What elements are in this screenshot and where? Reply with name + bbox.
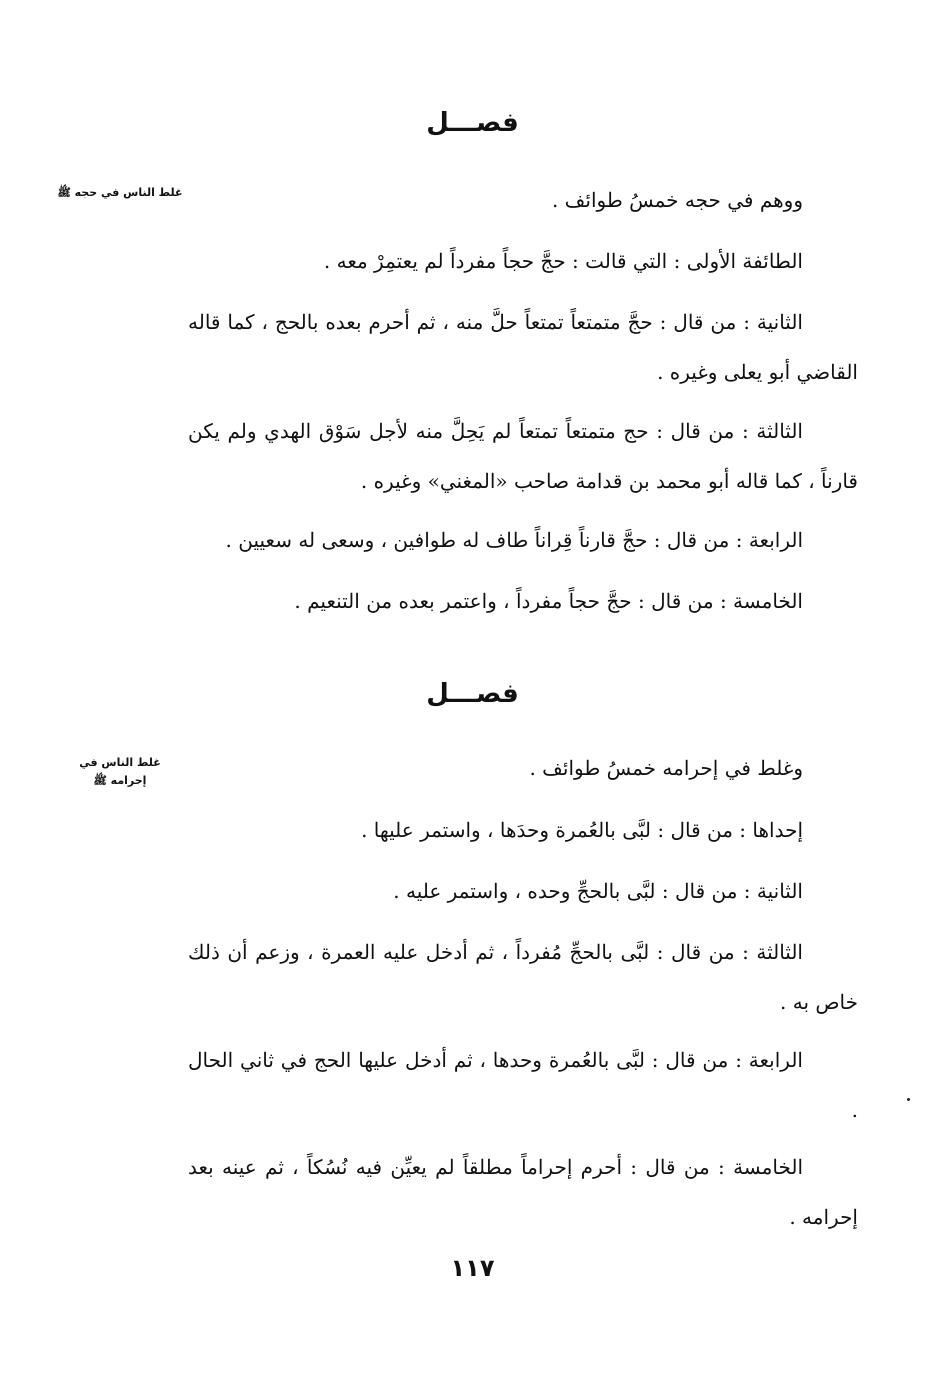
paragraph-group-2-2: الثانية : من قال : لبَّى بالحجِّ وحده ، واستمر عليه . [393, 879, 803, 903]
paragraph-intro-2: وغلط في إحرامه خمسُ طوائف . [529, 756, 803, 780]
paragraph-group-2-3: الثالثة : من قال : لبَّى بالحجِّ مُفرداً ، ثم أدخل عليه العمرة ، وزعم أن ذلك خاص به . [188, 940, 858, 1014]
stray-dot-mark [907, 1098, 910, 1101]
section-heading-2: فصـــل [426, 679, 519, 709]
margin-note-line-2: إحرامه ﷺ [93, 774, 147, 787]
paragraph-group-1-2: الثانية : من قال : حجَّ متمتعاً تمتعاً حلَّ منه ، ثم أحرم بعده بالحج ، كما قاله القاضي أبو يعلى وغيره . [188, 310, 858, 384]
page-number: ١١٧ [450, 1254, 495, 1282]
section-heading-1: فصـــل [426, 108, 519, 138]
margin-note-ihram-errors [55, 754, 185, 790]
margin-note-line-1: غلط الناس في [79, 756, 161, 769]
margin-note-hajj-errors: غلط الناس في حجه ﷺ [57, 186, 183, 199]
paragraph-group-2-1: إحداها : من قال : لبَّى بالعُمرة وحدَها ، واستمر عليها . [361, 818, 803, 842]
paragraph-group-1-1: الطائفة الأولى : التي قالت : حجَّ حجاً مفرداً لم يعتمِرْ معه . [323, 249, 803, 273]
paragraph-group-1-3: الثالثة : من قال : حج متمتعاً تمتعاً لم يَحِلَّ منه لأجل سَوْق الهدي ولم يكن قارناً ، كما قاله أبو محمد بن قدامة صاحب «المغني» وغيره . [188, 419, 858, 493]
paragraph-group-1-4: الرابعة : من قال : حجَّ قارناً قِراناً طاف له طوافين ، وسعى له سعيين . [225, 528, 803, 552]
paragraph-intro-1: ووهم في حجه خمسُ طوائف . [551, 188, 803, 212]
paragraph-group-2-5: الخامسة : من قال : أحرم إحراماً مطلقاً لم يعيِّن فيه نُسُكاً ، ثم عينه بعد إحرامه . [188, 1155, 858, 1229]
paragraph-group-2-4: الرابعة : من قال : لبَّى بالعُمرة وحدها ، ثم أدخل عليها الحج في ثاني الحال . [188, 1048, 858, 1122]
paragraph-group-1-5: الخامسة : من قال : حجَّ حجاً مفرداً ، واعتمر بعده من التنعيم . [294, 589, 803, 613]
